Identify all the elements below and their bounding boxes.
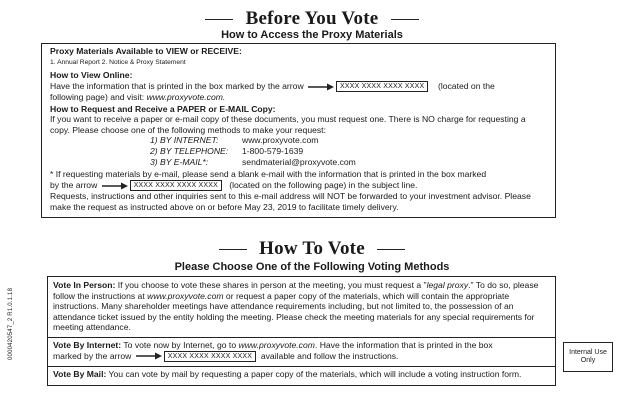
materials-heading: Proxy Materials Available to VIEW or RECEIVE: [50, 46, 242, 56]
vote-by-mail: Vote By Mail: You can vote by mail by requesting a paper copy of the materials, which will include a voting instruction form. [53, 368, 522, 379]
in-person-site-link[interactable]: www.proxyvote.com [147, 290, 224, 301]
method-email: 3) BY E-MAIL*: sendmaterial@proxyvote.com [150, 156, 356, 167]
voting-methods-box [47, 276, 556, 386]
side-code: 0000420547_2 R1.0.1.18 [8, 287, 14, 360]
divider [48, 366, 555, 367]
before-subtitle: How to Access the Proxy Materials [221, 29, 403, 41]
method-telephone-value[interactable]: 1-800-579-1639 [242, 145, 304, 156]
arrow-icon [136, 352, 162, 360]
request-text: If you want to receive a paper or e-mail copy of these documents, you must request one. There is NO charge for requesting a copy. Please choose one of the following methods to make your request: [50, 114, 526, 135]
request-heading: How to Request and Receive a PAPER or E-MAIL Copy: [50, 103, 276, 114]
internal-use-box: Internal Use Only [563, 342, 613, 372]
internet-text-end: available and follow the instructions. [260, 350, 399, 361]
view-heading: How to View Online: [50, 70, 133, 81]
vote-heading [0, 238, 624, 260]
email-note: * If requesting materials by e-mail, please send a blank e-mail with the information that is printed in the box marked [50, 169, 487, 180]
heading-rule-left [205, 19, 233, 20]
footer-text: Requests, instructions and other inquiries sent to this e-mail address will NOT be forwarded to your investment advisor. Please make the request as instructed above on or before May 23, 2019 to facilitate timely delivery. [50, 191, 531, 212]
vote-title: How To Vote [259, 238, 365, 259]
internet-arrow-text: marked by the arrow [53, 350, 132, 361]
proxy-materials-box [41, 43, 556, 218]
vote-in-person: Vote In Person: If you choose to vote these shares in person at the meeting, you must request a "legal proxy." To do so, please follow the instructions at www.proxyvote.com or request a paper copy of the materials, which will contain the appropriate instructions. Many shareholder meetings have attendance requirements including, but not limited to, the possession of an attendance ticket issued by the entity holding the meeting. Please check the meeting materials for any special requirements for meeting attendance. [53, 280, 539, 333]
method-internet-value[interactable]: www.proxyvote.com [242, 135, 319, 146]
control-number-box: XXXX XXXX XXXX XXXX [130, 180, 222, 191]
internet-site-link[interactable]: www.proxyvote.com [238, 339, 315, 350]
view-site-link[interactable]: www.proxyvote.com. [146, 92, 226, 103]
control-number-box: XXXX XXXX XXXX XXXX [336, 81, 428, 92]
before-title: Before You Vote [245, 8, 379, 29]
divider [48, 337, 555, 338]
heading-rule-right [377, 249, 405, 250]
materials-list: 1. Annual Report 2. Notice & Proxy Statement [50, 58, 186, 66]
heading-rule-right [391, 19, 419, 20]
method-email-value[interactable]: sendmaterial@proxyvote.com [242, 156, 356, 167]
arrow-icon [102, 182, 128, 190]
email-note-arrow-text: by the arrow [50, 179, 98, 190]
before-heading [0, 8, 624, 30]
view-text-located: (located on the [437, 80, 495, 91]
control-number-box: XXXX XXXX XXXX XXXX [164, 351, 256, 362]
heading-rule-left [219, 249, 247, 250]
method-internet: 1) BY INTERNET: www.proxyvote.com [150, 135, 319, 146]
vote-subtitle: Please Choose One of the Following Voting Methods [174, 261, 450, 273]
email-note-located: (located on the following page) in the subject line. [229, 179, 418, 190]
view-text: Have the information that is printed in the box marked by the arrow [50, 80, 304, 91]
method-telephone: 2) BY TELEPHONE: 1-800-579-1639 [150, 145, 304, 156]
arrow-icon [308, 83, 334, 91]
view-text-continued: following page) and visit: [50, 92, 147, 103]
vote-by-internet: Vote By Internet: To vote now by Internet, go to www.proxyvote.com. Have the information that is printed in the box [53, 339, 493, 350]
